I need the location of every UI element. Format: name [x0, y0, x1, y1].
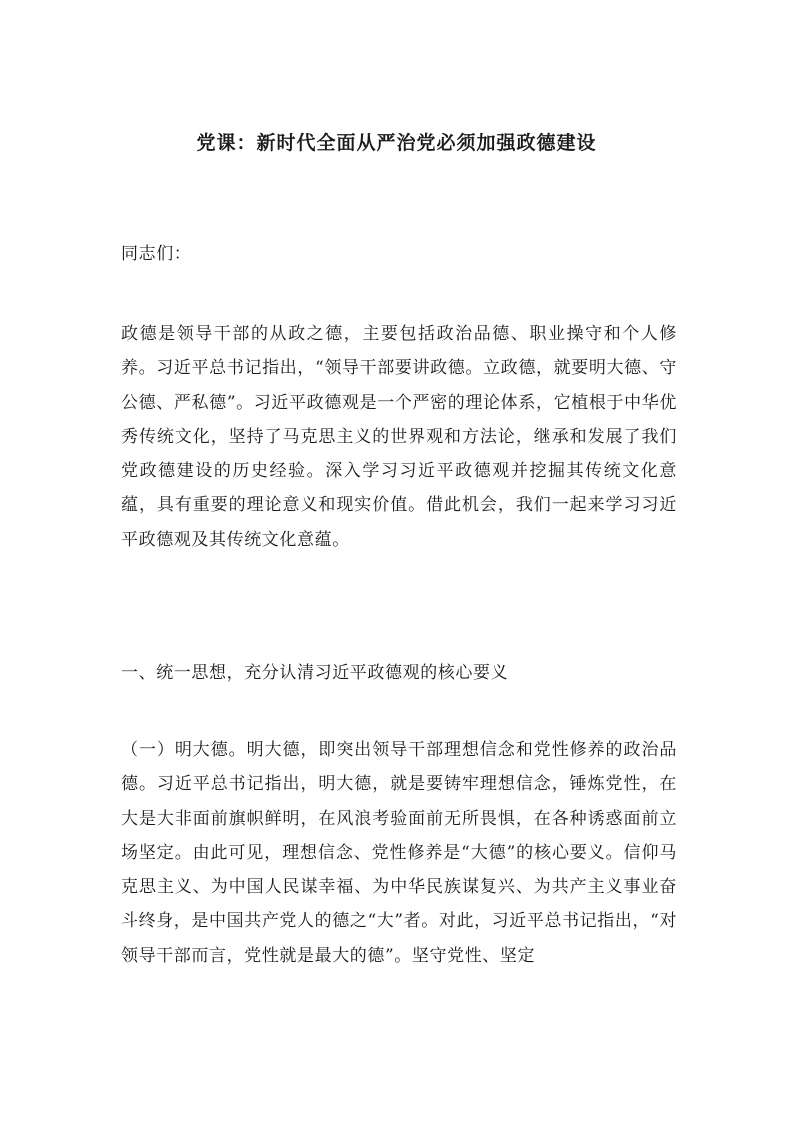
salutation: 同志们： — [121, 244, 192, 264]
body-paragraph: 政德是领导干部的从政之德，主要包括政治品德、职业操守和个人修养。习近平总书记指出，“领导干部要讲政德。立政德，就要明大德、守公德、严私德”。习近平政德观是一个严密的理论体系，它植根于中华优秀传统文化，坚持了马克思主义的世界观和方法论，继承和发展了我们党政德建设的历史经验。深入学习习近平政德观并挖掘其传统文化意蕴，具有重要的理论意义和现实价值。借此机会，我们一起来学习习近平政德观及其传统文化意蕴。 — [121, 324, 677, 550]
document-title: 党课：新时代全面从严治党必须加强政德建设 — [196, 132, 597, 154]
section-heading: 一、统一思想，充分认清习近平政德观的核心要义 — [121, 663, 509, 683]
body-paragraph: （一）明大德。明大德，即突出领导干部理想信念和党性修养的政治品德。习近平总书记指出，明大德，就是要铸牢理想信念，锤炼党性，在大是大非面前旗帜鲜明，在风浪考验面前无所畏惧，在各种诱惑面前立场坚定。由此可见，理想信念、党性修养是“大德”的核心要义。信仰马克思主义、为中国人民谋幸福、为中华民族谋复兴、为共产主义事业奋斗终身，是中国共产党人的德之“大”者。对此，习近平总书记指出，“对领导干部而言，党性就是最大的德”。坚守党性、坚定 — [121, 740, 677, 966]
